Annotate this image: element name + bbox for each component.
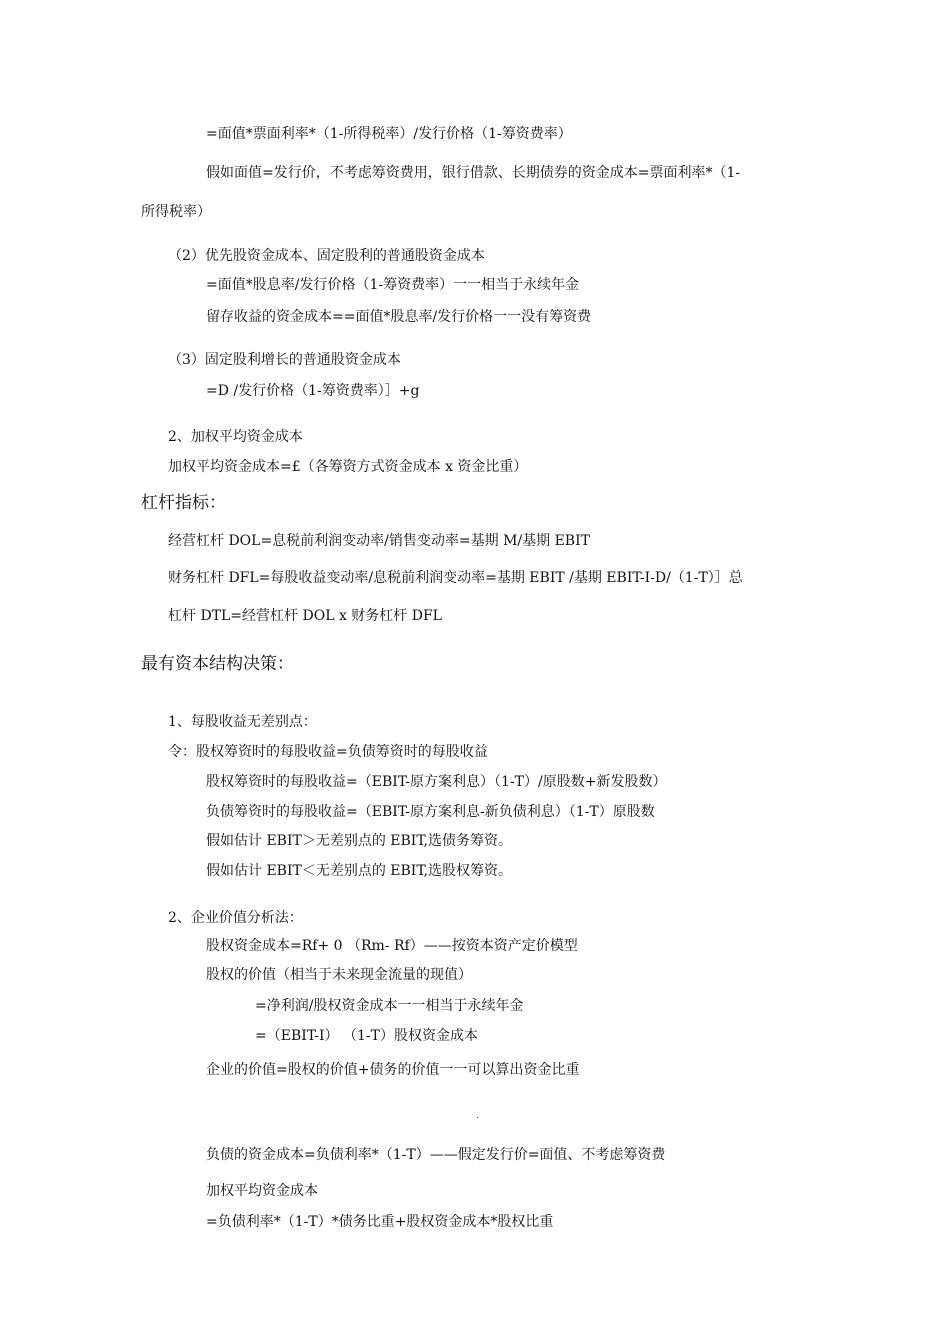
formula-preferred-stock: =面值*股息率/发行价格（1-筹资费率）一一相当于永续年金 xyxy=(206,277,580,293)
text-wacc-label: 加权平均资金成本 xyxy=(206,1183,318,1199)
formula-growth-stock: =D /发行价格（1-筹资费率）］+g xyxy=(206,383,420,399)
formula-debt-eps: 负债筹资时的每股收益=（EBIT-原方案利息-新负债利息）（1-T）原股数 xyxy=(206,804,655,820)
formula-bond-cost: =面值*票面利率*（1-所得税率）/发行价格（1-筹资费率） xyxy=(206,126,572,142)
text-choose-debt: 假如估计 EBIT＞无差别点的 EBIT,选债务筹资。 xyxy=(206,833,513,849)
formula-dol: 经营杠杆 DOL=息税前利润变动率/销售变动率=基期 M/基期 EBIT xyxy=(168,533,590,549)
page-dot: . xyxy=(476,1110,480,1121)
text-equity-value: 股权的价值（相当于未来现金流量的现值） xyxy=(206,967,472,983)
formula-wacc: 加权平均资金成本=£（各筹资方式资金成本 x 资金比重） xyxy=(168,459,528,475)
text-firm-value: 企业的价值=股权的价值+债务的价值一一可以算出资金比重 xyxy=(206,1062,580,1078)
formula-equity-value-2: =（EBIT-I） （1-T）股权资金成本 xyxy=(255,1028,478,1044)
text-choose-equity: 假如估计 EBIT＜无差别点的 EBIT,选股权筹资。 xyxy=(206,863,513,879)
heading-wacc: 2、加权平均资金成本 xyxy=(168,429,303,445)
formula-capm: 股权资金成本=Rf+ 0 （Rm- Rf）——按资本资产定价模型 xyxy=(206,938,578,954)
formula-dfl: 财务杠杆 DFL=每股收益变动率/息税前利润变动率=基期 EBIT /基期 EBIT-I-D/（1-T）］总 xyxy=(168,570,743,586)
formula-debt-cost: 负债的资金成本=负债利率*（1-T）——假定发行价=面值、不考虑筹资费 xyxy=(206,1147,666,1163)
section-heading-capital-structure: 最有资本结构决策： xyxy=(141,654,294,674)
formula-equity-eps: 股权筹资时的每股收益=（EBIT-原方案利息）（1-T）/原股数+新发股数） xyxy=(206,774,667,790)
text-face-value-assumption: 假如面值=发行价，不考虑筹资费用，银行借款、长期债券的资金成本=票面利率*（1- xyxy=(206,165,741,181)
heading-preferred-stock-cost: （2）优先股资金成本、固定股利的普通股资金成本 xyxy=(168,248,485,264)
formula-equity-value-1: =净利润/股权资金成本一一相当于永续年金 xyxy=(255,998,524,1014)
heading-firm-value: 2、企业价值分析法： xyxy=(168,910,303,926)
section-heading-leverage: 杠杆指标： xyxy=(141,493,226,513)
heading-eps-indifference: 1、每股收益无差别点： xyxy=(168,714,317,730)
formula-wacc-detail: =负债利率*（1-T）*债务比重+股权资金成本*股权比重 xyxy=(206,1214,554,1230)
text-tax-rate-continuation: 所得税率） xyxy=(141,204,211,220)
text-eps-equation: 令：股权筹资时的每股收益=负债筹资时的每股收益 xyxy=(168,744,488,760)
formula-retained-earnings: 留存收益的资金成本==面值*股息率/发行价格一一没有筹资费 xyxy=(206,309,592,325)
formula-dtl: 杠杆 DTL=经营杠杆 DOL x 财务杠杆 DFL xyxy=(168,608,442,624)
heading-growth-stock-cost: （3）固定股利增长的普通股资金成本 xyxy=(168,352,401,368)
